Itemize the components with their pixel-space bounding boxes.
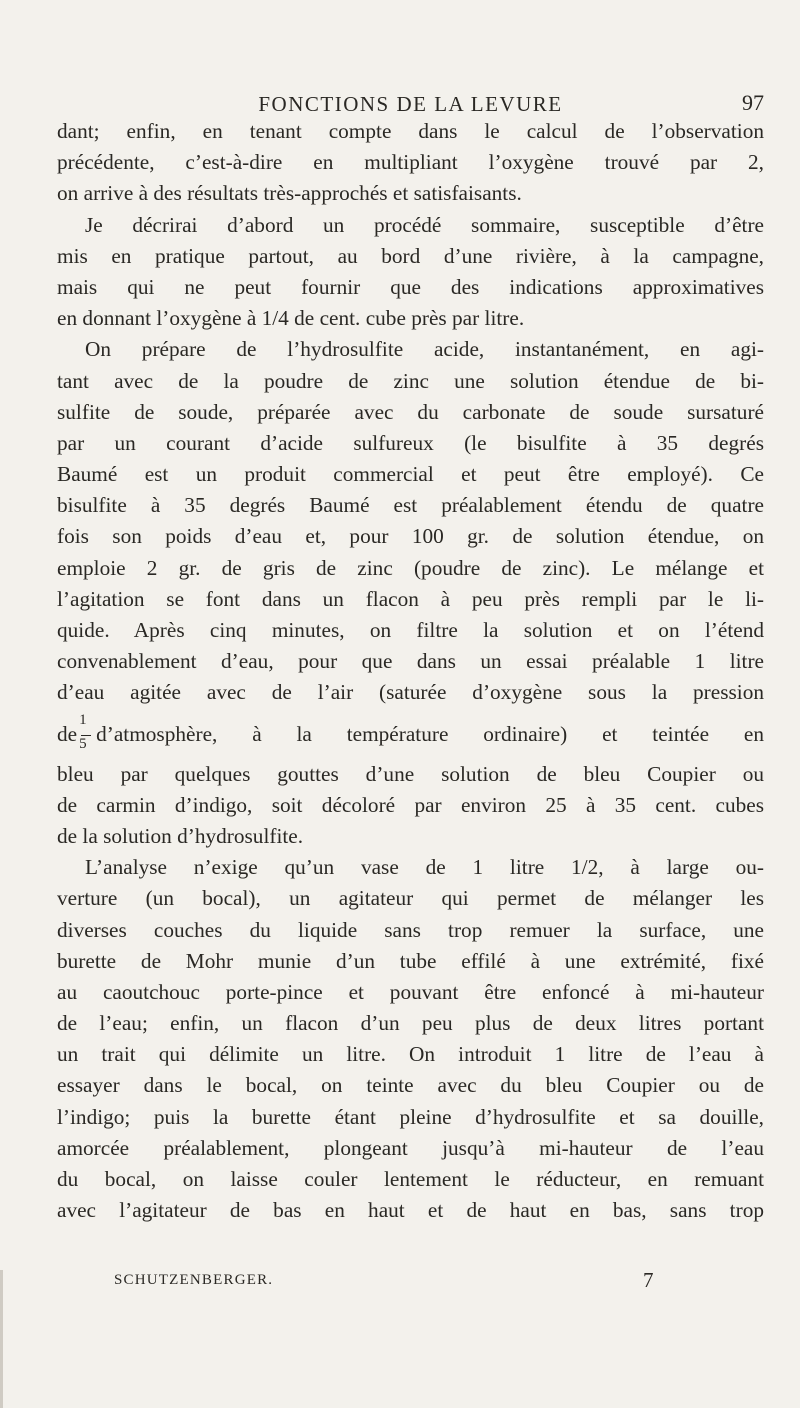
text-line: emploie 2 gr. de gris de zinc (poudre de zinc). Le mélange et [57, 555, 764, 580]
running-title: FONCTIONS DE LA LEVURE [258, 92, 563, 116]
text-line: dant; enfin, en tenant compte dans le calcul de l’observation [57, 119, 764, 143]
text-line: tant avec de la poudre de zinc une solution étendue de bi- [57, 368, 764, 393]
text-line: du bocal, on laisse couler lentement le réducteur, en remuant [57, 1167, 764, 1191]
text-line: l’indigo; puis la burette étant pleine d’hydrosulfite et sa douille, [57, 1104, 764, 1129]
text-line: bisulfite à 35 degrés Baumé est préalablement étendu de quatre [57, 493, 764, 518]
text-line: on arrive à des résultats très-approchés et satisfaisants. [57, 181, 522, 206]
text-line: Baumé est un produit commercial et peut être employé). Ce [57, 462, 764, 487]
text-line: un trait qui délimite un litre. On introduit 1 litre de l’eau à [57, 1042, 764, 1067]
fraction-line-after: d’atmosphère, à la température ordinaire) et teintée en [96, 721, 764, 746]
text-line: au caoutchouc porte-pince et pouvant être enfoncé à mi-hauteur [57, 979, 764, 1004]
text-line: de l’eau; enfin, un flacon d’un peu plus de deux litres portant [57, 1011, 764, 1036]
sheet-number: 7 [643, 1268, 654, 1292]
fraction-line-before: de [57, 721, 78, 746]
text-line: mais qui ne peut fournir que des indications approximatives [57, 274, 764, 299]
fraction-line [57, 709, 764, 759]
paragraph-start: Je décrirai d’abord un procédé sommaire, susceptible d’être [85, 212, 764, 237]
paragraph-start: On prépare de l’hydrosulfite acide, instantanément, en agi- [85, 337, 764, 362]
page-header [57, 80, 764, 120]
text-line: d’eau agitée avec de l’air (saturée d’oxygène sous la pression [57, 680, 764, 705]
text-line: bleu par quelques gouttes d’une solution de bleu Coupier ou [57, 761, 764, 786]
page-footer [57, 1268, 764, 1298]
page-number: 97 [742, 90, 764, 115]
text-line: diverses couches du liquide sans trop remuer la surface, une [57, 917, 764, 942]
text-line: fois son poids d’eau et, pour 100 gr. de solution étendue, on [57, 524, 764, 549]
text-line: amorcée préalablement, plongeant jusqu’à mi-hauteur de l’eau [57, 1135, 764, 1160]
text-line: précédente, c’est-à-dire en multipliant l’oxygène trouvé par 2, [57, 150, 764, 175]
signature-mark: SCHUTZENBERGER. [114, 1272, 274, 1288]
paragraph-start: L’analyse n’exige qu’un vase de 1 litre 1/2, à large ou- [85, 855, 764, 880]
text-line: en donnant l’oxygène à 1/4 de cent. cube près par litre. [57, 306, 525, 331]
page-edge-shadow [0, 1270, 3, 1408]
fraction-numerator: 1 [79, 711, 87, 728]
body-text [57, 116, 764, 1226]
text-line: de carmin d’indigo, soit décoloré par environ 25 à 35 cent. cubes [57, 792, 764, 817]
text-line: par un courant d’acide sulfureux (le bisulfite à 35 degrés [57, 430, 764, 455]
text-line: sulfite de soude, préparée avec du carbonate de soude sursaturé [57, 399, 764, 424]
text-line: avec l’agitateur de bas en haut et de haut en bas, sans trop [57, 1198, 764, 1223]
fraction-one-fifth [79, 711, 93, 752]
text-line: convenablement d’eau, pour que dans un essai préalable 1 litre [57, 649, 764, 674]
text-line: mis en pratique partout, au bord d’une rivière, à la campagne, [57, 243, 764, 268]
text-line: essayer dans le bocal, on teinte avec du bleu Coupier ou de [57, 1073, 764, 1098]
text-line: de la solution d’hydrosulfite. [57, 823, 304, 848]
text-line: verture (un bocal), un agitateur qui permet de mélanger les [57, 886, 764, 911]
text-line: quide. Après cinq minutes, on filtre la solution et on l’étend [57, 618, 764, 642]
text-line: l’agitation se font dans un flacon à peu près rempli par le li- [57, 586, 764, 611]
fraction-denominator: 5 [79, 735, 87, 752]
text-line: burette de Mohr munie d’un tube effilé à une extrémité, fixé [57, 948, 764, 973]
